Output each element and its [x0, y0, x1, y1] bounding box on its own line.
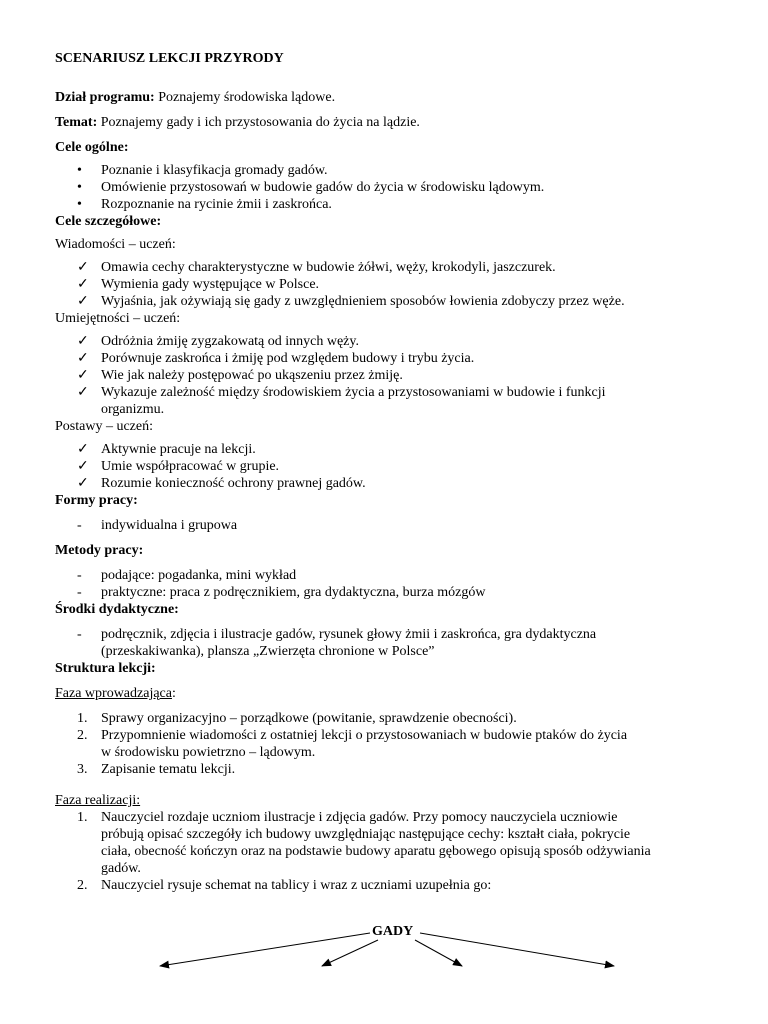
list-item: 2. Nauczyciel rysuje schemat na tablicy i wraz z uczniami uzupełnia go: — [77, 878, 492, 893]
faza-wprowadzajaca-list — [55, 710, 715, 778]
cele-szczegolowe-heading: Cele szczegółowe: — [55, 214, 162, 229]
diagram-arrow — [322, 940, 378, 966]
srodki-list — [55, 626, 715, 660]
check-icon: ✓ — [77, 385, 89, 400]
list-item: - indywidualna i grupowa — [77, 518, 238, 533]
list-item: - podręcznik, zdjęcia i ilustracje gadów, rysunek głowy żmii i zaskrońca, gra dydaktyczna — [77, 627, 597, 642]
diagram-center-label: GADY — [372, 924, 414, 939]
check-icon: ✓ — [77, 459, 89, 474]
check-icon: ✓ — [77, 334, 89, 349]
check-icon: ✓ — [77, 260, 89, 275]
wiadomosci-label: Wiadomości – uczeń: — [55, 237, 176, 252]
list-item: 3. Zapisanie tematu lekcji. — [77, 762, 236, 777]
cele-ogolne-list — [55, 162, 715, 213]
list-item: - podające: pogadanka, mini wykład — [77, 568, 297, 583]
bullet-icon: • — [77, 163, 82, 178]
list-item: ✓ Omawia cechy charakterystyczne w budowie żółwi, węży, krokodyli, jaszczurek. — [77, 260, 556, 275]
check-icon: ✓ — [77, 442, 89, 457]
dash-icon: - — [77, 585, 82, 600]
list-item-continuation: próbują opisać szczegóły ich budowy uwzględniając następujące cechy: kształt ciała, pokrycie — [101, 827, 631, 842]
list-item: • Rozpoznanie na rycinie żmii i zaskrońca. — [77, 197, 332, 212]
list-item: ✓ Wyjaśnia, jak ożywiają się gady z uwzględnieniem sposobów łowienia zdobyczy przez węże. — [77, 294, 625, 309]
list-item: • Poznanie i klasyfikacja gromady gadów. — [77, 163, 328, 178]
list-item-continuation: (przeskakiwanka), plansza „Zwierzęta chronione w Polsce” — [101, 644, 435, 659]
cele-ogolne-heading: Cele ogólne: — [55, 140, 129, 155]
formy-pracy-list — [55, 517, 715, 534]
list-item: ✓ Rozumie konieczność ochrony prawnej gadów. — [77, 476, 366, 491]
list-item: 1. Sprawy organizacyjno – porządkowe (powitanie, sprawdzenie obecności). — [77, 711, 517, 726]
diagram-arrow — [160, 933, 370, 966]
check-icon: ✓ — [77, 368, 89, 383]
list-item: ✓ Aktywnie pracuje na lekcji. — [77, 442, 256, 457]
list-item-continuation: gadów. — [101, 861, 141, 876]
temat: Temat: Poznajemy gady i ich przystosowania do życia na lądzie. — [55, 115, 420, 130]
dash-icon: - — [77, 518, 82, 533]
document-page — [55, 50, 715, 894]
bullet-icon: • — [77, 180, 82, 195]
wiadomosci-list — [55, 259, 715, 310]
list-item-continuation: w środowisku powietrzno – lądowym. — [101, 745, 316, 760]
check-icon: ✓ — [77, 476, 89, 491]
dzial-programu: Dział programu: Poznajemy środowiska lądowe. — [55, 90, 336, 105]
dash-icon: - — [77, 627, 82, 642]
faza-wprowadzajaca-label: Faza wprowadzająca: — [55, 686, 176, 701]
dash-icon: - — [77, 568, 82, 583]
page-title: SCENARIUSZ LEKCJI PRZYRODY — [55, 51, 284, 66]
diagram-arrow — [415, 940, 462, 966]
umiejetnosci-label: Umiejętności – uczeń: — [55, 311, 181, 326]
faza-realizacji-list — [55, 809, 715, 894]
bullet-icon: • — [77, 197, 82, 212]
postawy-list — [55, 441, 715, 492]
srodki-heading: Środki dydaktyczne: — [55, 602, 179, 617]
list-item: ✓ Wie jak należy postępować po ukąszeniu przez żmiję. — [77, 368, 403, 383]
list-item: • Omówienie przystosowań w budowie gadów do życia w środowisku lądowym. — [77, 180, 545, 195]
list-item: ✓ Odróżnia żmiję zygzakowatą od innych węży. — [77, 334, 359, 349]
list-item: 1. Nauczyciel rozdaje uczniom ilustracje i zdjęcia gadów. Przy pomocy nauczyciela uczniowie — [77, 810, 618, 825]
formy-pracy-heading: Formy pracy: — [55, 493, 138, 508]
list-item: 2. Przypomnienie wiadomości z ostatniej lekcji o przystosowaniach w budowie ptaków do życia — [77, 728, 628, 743]
diagram-arrow — [420, 933, 614, 966]
faza-realizacji-label: Faza realizacji: — [55, 793, 141, 808]
metody-pracy-heading: Metody pracy: — [55, 543, 144, 558]
list-item: ✓ Wykazuje zależność między środowiskiem życia a przystosowaniami w budowie i funkcji — [77, 385, 606, 400]
umiejetnosci-list — [55, 333, 715, 418]
list-item-continuation: ciała, obecność kończyn oraz na podstawie budowy aparatu gębowego opisują sposób odżywiania — [101, 844, 651, 859]
list-item: ✓ Umie współpracować w grupie. — [77, 459, 280, 474]
check-icon: ✓ — [77, 277, 89, 292]
check-icon: ✓ — [77, 351, 89, 366]
postawy-label: Postawy – uczeń: — [55, 419, 153, 434]
list-item: ✓ Porównuje zaskrońca i żmiję pod względem budowy i trybu życia. — [77, 351, 475, 366]
metody-pracy-list — [55, 567, 715, 601]
list-item: ✓ Wymienia gady występujące w Polsce. — [77, 277, 320, 292]
struktura-heading: Struktura lekcji: — [55, 661, 156, 676]
list-item-continuation: organizmu. — [101, 402, 165, 417]
check-icon: ✓ — [77, 294, 89, 309]
list-item: - praktyczne: praca z podręcznikiem, gra dydaktyczna, burza mózgów — [77, 585, 486, 600]
